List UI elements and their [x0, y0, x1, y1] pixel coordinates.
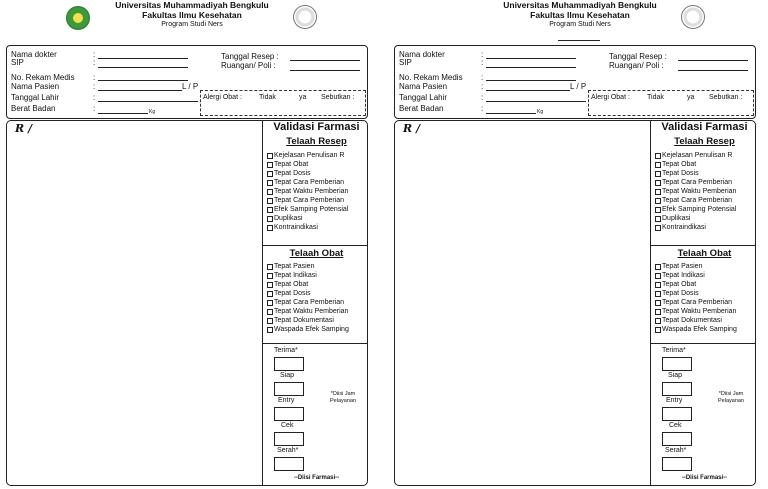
nama-pasien-field[interactable] [98, 90, 182, 91]
cek-box[interactable] [662, 432, 692, 446]
checkbox-icon[interactable] [655, 300, 661, 306]
checkbox-icon[interactable] [655, 327, 661, 333]
label-alergi-obat: Alergi Obat : [591, 94, 630, 101]
telaah-obat-section [263, 248, 368, 334]
siap-box[interactable] [662, 382, 692, 396]
checklist-item[interactable] [651, 325, 756, 334]
gender-lp: L / P [182, 82, 199, 91]
checklist-label: Tepat Indikasi [662, 272, 705, 279]
telaah-obat-title: Telaah Obat [289, 248, 344, 259]
entry-label: Entry [666, 397, 683, 404]
checkbox-icon[interactable] [655, 171, 661, 177]
alergi-sebutkan: Sebutkan : [709, 94, 743, 101]
sip-field[interactable] [486, 67, 576, 68]
faculty-name: Fakultas Ilmu Kesehatan [142, 10, 242, 20]
checkbox-icon[interactable] [655, 198, 661, 204]
checkbox-icon[interactable] [655, 318, 661, 324]
serah-box[interactable] [274, 457, 304, 471]
label-no-rekam-medis: No. Rekam Medis [399, 73, 463, 82]
label-nama-pasien: Nama Pasien [11, 82, 60, 91]
checklist-item[interactable] [651, 280, 756, 289]
nama-dokter-field[interactable] [486, 58, 576, 59]
checklist-label: Tepat Cara Pemberian [662, 197, 733, 204]
checkbox-icon[interactable] [267, 189, 273, 195]
checkbox-icon[interactable] [267, 327, 273, 333]
prescription-area [394, 120, 756, 486]
checklist-label: Tepat Waktu Pemberian [274, 188, 349, 195]
form-header [394, 0, 766, 44]
checkbox-icon[interactable] [267, 207, 273, 213]
label-tanggal-lahir: Tanggal Lahir [399, 93, 448, 102]
telaah-resep-section [263, 136, 368, 232]
checkbox-icon[interactable] [655, 153, 661, 159]
colon: : [481, 104, 484, 113]
label-no-rekam-medis: No. Rekam Medis [11, 73, 75, 82]
colon: : [481, 82, 484, 91]
checkbox-icon[interactable] [267, 171, 273, 177]
colon: : [481, 93, 484, 102]
telaah-resep-section [651, 136, 756, 232]
checkbox-icon[interactable] [267, 309, 273, 315]
label-ruangan-poli: Ruangan/ Poli : [221, 61, 276, 70]
checkbox-icon[interactable] [267, 318, 273, 324]
pharmacy-validation-column [262, 121, 368, 486]
gender-lp: L / P [570, 82, 587, 91]
tanggal-lahir-field[interactable] [486, 101, 586, 102]
checklist-item[interactable] [263, 187, 368, 196]
terima-box[interactable] [274, 357, 304, 371]
service-flow-section [263, 345, 368, 486]
label-tanggal-resep: Tanggal Resep : [609, 52, 667, 61]
checklist-item[interactable] [651, 316, 756, 325]
kg-unit: Kg [537, 109, 544, 115]
checklist-label: Kejelasan Penulisan R [274, 152, 345, 159]
validasi-farmasi-title: Validasi Farmasi [661, 121, 748, 133]
checkbox-icon[interactable] [267, 300, 273, 306]
serah-label: Serah* [277, 447, 299, 454]
patient-info-box [394, 45, 756, 119]
checklist-item[interactable] [651, 214, 756, 223]
checklist-item[interactable] [651, 223, 756, 232]
checklist-label: Tepat Dosis [274, 290, 311, 297]
serah-label: Serah* [665, 447, 687, 454]
checklist-item[interactable] [263, 196, 368, 205]
checkbox-icon[interactable] [267, 153, 273, 159]
checklist-item[interactable] [263, 214, 368, 223]
checklist-label: Efek Samping Potensial [274, 206, 349, 213]
berat-badan-field[interactable] [486, 113, 536, 114]
rx-symbol: R / [15, 122, 32, 135]
allergy-box [588, 90, 754, 116]
label-tanggal-resep: Tanggal Resep : [221, 52, 279, 61]
checklist-label: Tepat Cara Pemberian [662, 299, 733, 306]
checklist-label: Tepat Waktu Pemberian [662, 308, 737, 315]
checklist-label: Tepat Cara Pemberian [662, 179, 733, 186]
checklist-label: Tepat Dokumentasi [662, 317, 722, 324]
berat-badan-field[interactable] [98, 113, 148, 114]
checklist-label: Tepat Dosis [662, 170, 699, 177]
checklist-item[interactable] [651, 187, 756, 196]
header-underline [558, 40, 600, 41]
checklist-item[interactable] [651, 151, 756, 160]
cek-label: Cek [281, 422, 294, 429]
label-sip: SIP [11, 58, 24, 67]
checklist-item[interactable] [651, 289, 756, 298]
checklist-item[interactable] [263, 178, 368, 187]
checkbox-icon[interactable] [655, 180, 661, 186]
checkbox-icon[interactable] [655, 207, 661, 213]
pharmacy-validation-column [650, 121, 756, 486]
kg-unit: Kg [149, 109, 156, 115]
checkbox-icon[interactable] [267, 273, 273, 279]
telaah-obat-title: Telaah Obat [677, 248, 732, 259]
entry-box[interactable] [662, 407, 692, 421]
prescription-area [6, 120, 368, 486]
section-divider [263, 343, 368, 344]
service-time-note: *Diisi Jam Pelayanan [330, 391, 356, 404]
section-divider [651, 343, 756, 344]
checkbox-icon[interactable] [655, 225, 661, 231]
nama-dokter-field[interactable] [98, 58, 188, 59]
diisi-farmasi-label: --Diisi Farmasi-- [293, 475, 340, 481]
checklist-label: Tepat Cara Pemberian [274, 299, 345, 306]
terima-label: Terima* [662, 347, 686, 354]
diisi-farmasi-label: --Diisi Farmasi-- [681, 475, 728, 481]
checklist-item[interactable] [263, 151, 368, 160]
tanggal-lahir-field[interactable] [98, 101, 198, 102]
program-name: Program Studi Ners [549, 21, 611, 28]
checkbox-icon[interactable] [267, 291, 273, 297]
checklist-label: Tepat Obat [274, 161, 309, 168]
checklist-label: Kontraindikasi [662, 224, 706, 231]
form-header [6, 0, 378, 44]
siap-box[interactable] [274, 382, 304, 396]
label-berat-badan: Berat Badan [399, 104, 444, 113]
checkbox-icon[interactable] [267, 162, 273, 168]
checkbox-icon[interactable] [655, 264, 661, 270]
university-name: Universitas Muhammadiyah Bengkulu [115, 0, 269, 10]
alergi-sebutkan: Sebutkan : [321, 94, 355, 101]
colon: : [93, 73, 96, 82]
ruangan-poli-field[interactable] [678, 70, 748, 71]
checklist-label: Tepat Indikasi [274, 272, 317, 279]
siap-label: Siap [280, 372, 295, 379]
no-rekam-medis-field[interactable] [486, 80, 576, 81]
section-divider [651, 245, 756, 246]
checklist-label: Duplikasi [274, 215, 303, 222]
checklist-label: Efek Samping Potensial [662, 206, 737, 213]
service-flow-section [651, 345, 756, 486]
telaah-resep-title: Telaah Resep [674, 136, 735, 147]
colon: : [93, 50, 96, 59]
allergy-box [200, 90, 366, 116]
colon: : [481, 50, 484, 59]
colon: : [93, 58, 96, 67]
prescription-form-right [394, 0, 766, 489]
alergi-ya[interactable]: ya [687, 94, 695, 101]
label-nama-dokter: Nama dokter [11, 50, 57, 59]
tanggal-resep-field[interactable] [290, 60, 360, 61]
label-nama-dokter: Nama dokter [399, 50, 445, 59]
checkbox-icon[interactable] [655, 216, 661, 222]
ruangan-poli-field[interactable] [290, 70, 360, 71]
label-sip: SIP [399, 58, 412, 67]
checklist-label: Waspada Efek Samping [662, 326, 737, 333]
checkbox-icon[interactable] [267, 225, 273, 231]
checklist-label: Kontraindikasi [274, 224, 318, 231]
checklist-item[interactable] [263, 271, 368, 280]
label-alergi-obat: Alergi Obat : [203, 94, 242, 101]
checkbox-icon[interactable] [267, 216, 273, 222]
validasi-farmasi-title: Validasi Farmasi [273, 121, 360, 133]
no-rekam-medis-field[interactable] [98, 80, 188, 81]
alergi-ya[interactable]: ya [299, 94, 307, 101]
checklist-item[interactable] [263, 289, 368, 298]
colon: : [481, 73, 484, 82]
checklist-label: Tepat Waktu Pemberian [274, 308, 349, 315]
colon: : [93, 104, 96, 113]
telaah-obat-section [651, 248, 756, 334]
checklist-item[interactable] [263, 223, 368, 232]
checkbox-icon[interactable] [655, 162, 661, 168]
checklist-item[interactable] [263, 160, 368, 169]
checkbox-icon[interactable] [655, 282, 661, 288]
colon: : [93, 82, 96, 91]
checklist-label: Tepat Obat [274, 281, 309, 288]
tanggal-resep-field[interactable] [678, 60, 748, 61]
checkbox-icon[interactable] [267, 282, 273, 288]
checkbox-icon[interactable] [267, 180, 273, 186]
checklist-item[interactable] [263, 262, 368, 271]
checklist-item[interactable] [651, 178, 756, 187]
checklist-item[interactable] [263, 298, 368, 307]
checklist-label: Tepat Cara Pemberian [274, 179, 345, 186]
label-berat-badan: Berat Badan [11, 104, 56, 113]
nama-pasien-field[interactable] [486, 90, 570, 91]
entry-label: Entry [278, 397, 295, 404]
checklist-label: Tepat Obat [662, 281, 697, 288]
terima-box[interactable] [662, 357, 692, 371]
colon: : [93, 93, 96, 102]
alergi-tidak[interactable]: Tidak [259, 94, 276, 101]
cek-label: Cek [669, 422, 682, 429]
checklist-item[interactable] [263, 169, 368, 178]
patient-info-box [6, 45, 368, 119]
checklist-item[interactable] [651, 196, 756, 205]
checklist-label: Tepat Pasien [662, 263, 703, 270]
checklist-label: Tepat Cara Pemberian [274, 197, 345, 204]
checklist-item[interactable] [651, 271, 756, 280]
checklist-label: Tepat Dokumentasi [274, 317, 334, 324]
faculty-name: Fakultas Ilmu Kesehatan [530, 10, 630, 20]
prescription-form-left [6, 0, 378, 489]
checklist-item[interactable] [263, 307, 368, 316]
entry-box[interactable] [274, 407, 304, 421]
checkbox-icon[interactable] [267, 264, 273, 270]
checklist-label: Tepat Obat [662, 161, 697, 168]
label-tanggal-lahir: Tanggal Lahir [11, 93, 60, 102]
checkbox-icon[interactable] [655, 291, 661, 297]
checklist-label: Tepat Dosis [274, 170, 311, 177]
checklist-label: Waspada Efek Samping [274, 326, 349, 333]
alergi-tidak[interactable]: Tidak [647, 94, 664, 101]
program-name: Program Studi Ners [161, 21, 223, 28]
checklist-item[interactable] [651, 205, 756, 214]
checkbox-icon[interactable] [267, 198, 273, 204]
cek-box[interactable] [274, 432, 304, 446]
checklist-label: Kejelasan Penulisan R [662, 152, 733, 159]
checklist-item[interactable] [651, 262, 756, 271]
checklist-label: Tepat Pasien [274, 263, 315, 270]
checklist-item[interactable] [263, 205, 368, 214]
checklist-label: Tepat Dosis [662, 290, 699, 297]
sip-field[interactable] [98, 67, 188, 68]
checklist-item[interactable] [263, 280, 368, 289]
telaah-resep-title: Telaah Resep [286, 136, 347, 147]
checkbox-icon[interactable] [655, 273, 661, 279]
checklist-label: Tepat Waktu Pemberian [662, 188, 737, 195]
checkbox-icon[interactable] [655, 189, 661, 195]
rx-symbol: R / [403, 122, 420, 135]
checklist-label: Duplikasi [662, 215, 691, 222]
checklist-item[interactable] [651, 298, 756, 307]
service-time-note: *Diisi Jam Pelayanan [718, 391, 744, 404]
checklist-item[interactable] [263, 325, 368, 334]
checkbox-icon[interactable] [655, 309, 661, 315]
checklist-item[interactable] [651, 160, 756, 169]
checklist-item[interactable] [651, 307, 756, 316]
section-divider [263, 245, 368, 246]
colon: : [481, 58, 484, 67]
checklist-item[interactable] [263, 316, 368, 325]
siap-label: Siap [668, 372, 683, 379]
label-ruangan-poli: Ruangan/ Poli : [609, 61, 664, 70]
terima-label: Terima* [274, 347, 298, 354]
checklist-item[interactable] [651, 169, 756, 178]
serah-box[interactable] [662, 457, 692, 471]
university-name: Universitas Muhammadiyah Bengkulu [503, 0, 657, 10]
label-nama-pasien: Nama Pasien [399, 82, 448, 91]
